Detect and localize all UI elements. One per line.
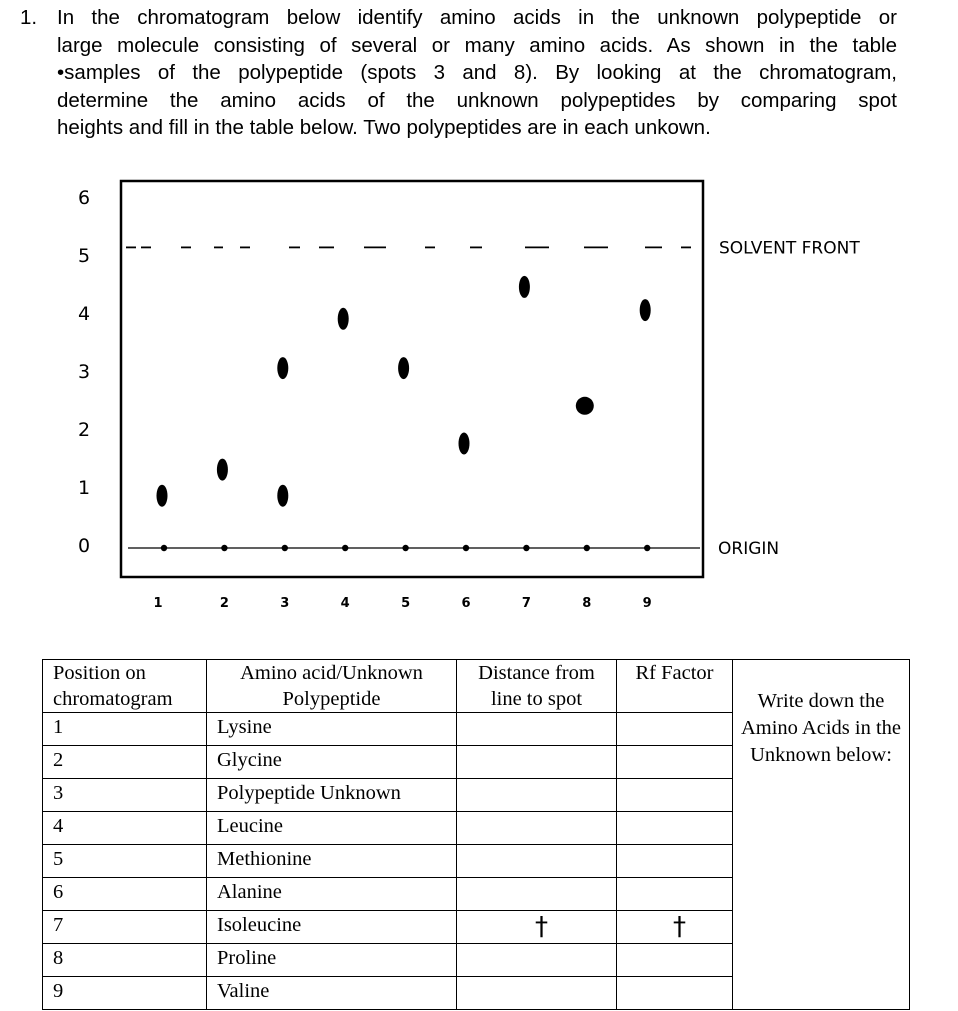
x-tick-label: 5 — [401, 596, 411, 611]
row-distance[interactable] — [457, 845, 617, 878]
row-position: 9 — [43, 977, 207, 1010]
x-tick-label: 9 — [642, 596, 652, 611]
origin-dot — [402, 545, 408, 551]
row-rf[interactable] — [617, 713, 733, 746]
row-rf[interactable] — [617, 746, 733, 779]
y-tick-label: 2 — [77, 419, 91, 441]
y-axis — [78, 187, 90, 557]
row-position: 2 — [43, 746, 207, 779]
x-tick-label: 6 — [461, 596, 471, 611]
y-tick-label: 1 — [77, 477, 91, 499]
origin-dot — [523, 545, 529, 551]
row-rf[interactable] — [617, 779, 733, 812]
row-rf[interactable] — [617, 878, 733, 911]
header-rf-factor: Rf Factor — [617, 660, 733, 713]
cursor-mark: † — [535, 912, 548, 942]
chromatogram-spot — [459, 433, 470, 455]
row-distance[interactable] — [457, 944, 617, 977]
row-amino-acid: Glycine — [207, 746, 457, 779]
x-tick-label: 7 — [521, 596, 531, 611]
row-amino-acid: Valine — [207, 977, 457, 1010]
spots — [157, 276, 651, 507]
question-line: In the chromatogram below identify amino acids in the unknown polypeptide or — [57, 6, 897, 29]
x-tick-label: 2 — [219, 596, 229, 611]
x-axis — [153, 596, 651, 611]
row-position: 7 — [43, 911, 207, 944]
row-distance[interactable] — [457, 878, 617, 911]
row-rf[interactable] — [617, 944, 733, 977]
row-amino-acid: Leucine — [207, 812, 457, 845]
row-rf[interactable] — [617, 911, 733, 944]
chromatogram-spot — [157, 485, 168, 507]
origin-label: ORIGIN — [718, 539, 780, 559]
chromatogram-spot — [640, 299, 651, 321]
amino-acid-table — [42, 659, 910, 1010]
row-rf[interactable] — [617, 977, 733, 1010]
row-amino-acid: Lysine — [207, 713, 457, 746]
origin-dot — [161, 545, 167, 551]
row-distance[interactable] — [457, 977, 617, 1010]
chromatogram-spot — [277, 357, 288, 379]
origin-dot — [463, 545, 469, 551]
chromatogram-spot — [398, 357, 409, 379]
x-tick-label: 8 — [582, 596, 592, 611]
y-tick-label: 4 — [77, 303, 91, 325]
row-distance[interactable] — [457, 812, 617, 845]
row-rf[interactable] — [617, 812, 733, 845]
chromatogram-spot — [217, 459, 228, 481]
chromatogram-spot — [338, 308, 349, 330]
row-distance[interactable] — [457, 713, 617, 746]
y-tick-label: 5 — [77, 245, 91, 267]
x-tick-label: 4 — [340, 596, 350, 611]
chromatogram-frame — [121, 181, 703, 577]
row-position: 3 — [43, 779, 207, 812]
y-tick-label: 6 — [77, 187, 91, 209]
header-distance: Distance from line to spot — [457, 660, 617, 713]
row-rf[interactable] — [617, 845, 733, 878]
question-line: •samples of the polypeptide (spots 3 and 8). By looking at the chromatogram, — [57, 61, 897, 84]
question-line: determine the amino acids of the unknown polypeptides by comparing spot — [57, 88, 897, 112]
row-distance[interactable] — [457, 779, 617, 812]
solvent-front-label: SOLVENT FRONT — [719, 238, 860, 259]
row-amino-acid: Methionine — [207, 845, 457, 878]
row-distance[interactable] — [457, 746, 617, 779]
x-tick-label: 1 — [153, 596, 163, 611]
y-tick-label: 3 — [77, 361, 91, 383]
origin-dot — [342, 545, 348, 551]
y-tick-label: 0 — [77, 535, 91, 557]
origin-dot — [221, 545, 227, 551]
header-position: Position on chromatogram — [43, 660, 207, 713]
question-line: heights and fill in the table below. Two polypeptides are in each unkown. — [57, 116, 711, 139]
question-line: large molecule consisting of several or many amino acids. As shown in the table — [57, 33, 897, 57]
chromatogram-spot — [576, 397, 594, 415]
row-amino-acid: Proline — [207, 944, 457, 977]
cursor-mark: † — [673, 912, 686, 942]
row-position: 6 — [43, 878, 207, 911]
chromatogram-spot — [277, 485, 288, 507]
table-header-row — [43, 660, 910, 713]
row-amino-acid: Alanine — [207, 878, 457, 911]
row-position: 8 — [43, 944, 207, 977]
row-amino-acid: Isoleucine — [207, 911, 457, 944]
x-tick-label: 3 — [280, 596, 290, 611]
origin-dot — [282, 545, 288, 551]
answer-note-cell: Write down the Amino Acids in the Unknown below: — [733, 660, 910, 1010]
row-position: 5 — [43, 845, 207, 878]
question-number: 1. — [20, 6, 38, 29]
row-position: 1 — [43, 713, 207, 746]
origin-dot — [584, 545, 590, 551]
row-position: 4 — [43, 812, 207, 845]
header-amino-acid: Amino acid/Unknown Polypeptide — [207, 660, 457, 713]
row-distance[interactable] — [457, 911, 617, 944]
chromatogram-spot — [519, 276, 530, 298]
origin-dot — [644, 545, 650, 551]
row-amino-acid: Polypeptide Unknown — [207, 779, 457, 812]
